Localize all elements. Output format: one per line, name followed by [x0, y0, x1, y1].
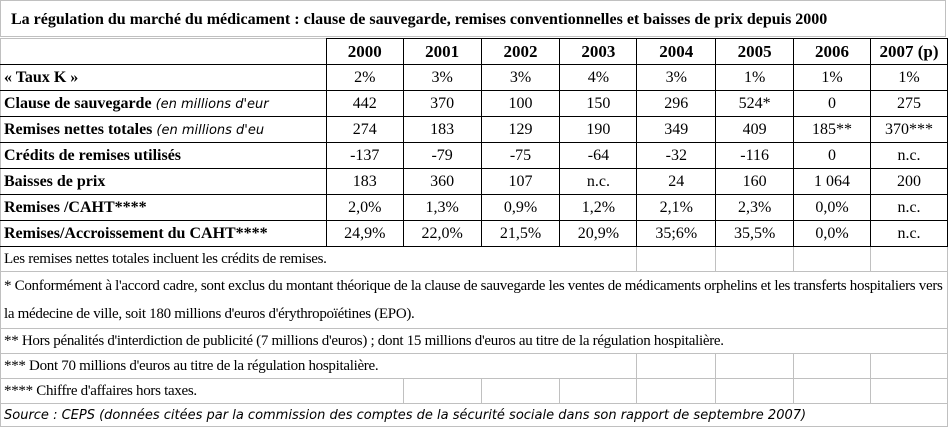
table-cell: -79 — [403, 143, 481, 169]
table-cell: 0 — [794, 143, 871, 169]
table-cell: 35,5% — [716, 221, 794, 247]
row-label — [1, 195, 327, 221]
table-row — [1, 221, 948, 247]
table-cell: 3% — [403, 65, 481, 91]
empty-cell — [870, 354, 947, 379]
empty-cell — [794, 379, 871, 404]
column-header-year: 2006 — [794, 39, 871, 65]
row-label — [1, 65, 327, 91]
table-cell: 0 — [794, 91, 871, 117]
table-cell: 4% — [560, 65, 637, 91]
regulation-table — [0, 38, 948, 427]
footnote-text: **** Chiffre d'affaires hors taxes. — [1, 379, 404, 404]
table-cell: 107 — [481, 169, 560, 195]
footnote-row — [1, 272, 948, 329]
table-cell: 349 — [637, 117, 716, 143]
table-cell: 1,3% — [403, 195, 481, 221]
table-cell: 190 — [560, 117, 637, 143]
table-cell: 3% — [637, 65, 716, 91]
table-cell: -137 — [326, 143, 403, 169]
table-cell: 2,0% — [326, 195, 403, 221]
header-row — [1, 39, 948, 65]
table-cell: 183 — [403, 117, 481, 143]
table-cell: -116 — [716, 143, 794, 169]
table-cell: 129 — [481, 117, 560, 143]
table-row — [1, 195, 948, 221]
table-cell: n.c. — [560, 169, 637, 195]
empty-cell — [637, 379, 716, 404]
empty-cell — [716, 354, 794, 379]
table-row — [1, 91, 948, 117]
table-cell: 274 — [326, 117, 403, 143]
table-cell: 21,5% — [481, 221, 560, 247]
table-row — [1, 169, 948, 195]
footnote-row — [1, 329, 948, 354]
table-cell: 296 — [637, 91, 716, 117]
table-cell: 0,0% — [794, 195, 871, 221]
empty-cell — [870, 379, 947, 404]
row-unit-text: (en millions d'eu — [156, 122, 265, 138]
source-note: Source : CEPS (données citées par la commission des comptes de la sécurité sociale dans son rapport de septembre 2007) — [1, 404, 948, 427]
table-cell: 0,0% — [794, 221, 871, 247]
table-cell: 442 — [326, 91, 403, 117]
empty-cell — [794, 354, 871, 379]
table-cell: 24,9% — [326, 221, 403, 247]
empty-cell — [481, 379, 560, 404]
table-cell: 1% — [794, 65, 871, 91]
table-cell: 20,9% — [560, 221, 637, 247]
column-header-year: 2001 — [403, 39, 481, 65]
table-cell: -64 — [560, 143, 637, 169]
footnote-row — [1, 354, 948, 379]
empty-cell — [716, 247, 794, 272]
empty-cell — [637, 354, 716, 379]
table-cell: 2,3% — [716, 195, 794, 221]
table-cell: 2,1% — [637, 195, 716, 221]
table-cell: -32 — [637, 143, 716, 169]
empty-cell — [716, 379, 794, 404]
row-unit-text: (en millions d'eur — [155, 96, 269, 112]
table-row — [1, 117, 948, 143]
table-cell: n.c. — [870, 143, 947, 169]
row-label-text: Crédits de remises utilisés — [4, 146, 182, 164]
footnote-row — [1, 247, 948, 272]
table-cell: 3% — [481, 65, 560, 91]
row-label — [1, 117, 327, 143]
source-row — [1, 404, 948, 427]
table-cell: 275 — [870, 91, 947, 117]
table-cell: 185** — [794, 117, 871, 143]
column-header-year: 2003 — [560, 39, 637, 65]
table-cell: 183 — [326, 169, 403, 195]
table-cell: 24 — [637, 169, 716, 195]
table-cell: 35;6% — [637, 221, 716, 247]
footnote-text: * Conformément à l'accord cadre, sont exclus du montant théorique de la clause de sauvegarde les ventes de médicaments orphelins et les transferts hospitaliers vers la médecine de ville, soit 180 millions d'euros d'érythropoïétines (EPO). — [1, 272, 948, 329]
table-cell: n.c. — [870, 221, 947, 247]
footnote-text: Les remises nettes totales incluent les crédits de remises. — [1, 247, 637, 272]
table-cell: 409 — [716, 117, 794, 143]
column-header-year: 2000 — [326, 39, 403, 65]
column-header-year: 2007 (p) — [870, 39, 947, 65]
table-cell: 360 — [403, 169, 481, 195]
row-label-text: Baisses de prix — [4, 172, 106, 190]
row-label-text: Clause de sauvegarde — [4, 94, 156, 112]
row-label — [1, 169, 327, 195]
table-cell: 1% — [870, 65, 947, 91]
table-row — [1, 143, 948, 169]
table-cell: -75 — [481, 143, 560, 169]
empty-cell — [870, 247, 947, 272]
column-header-year: 2005 — [716, 39, 794, 65]
header-blank-cell — [1, 39, 327, 65]
table-cell: 1% — [716, 65, 794, 91]
table-cell: 1 064 — [794, 169, 871, 195]
row-label-text: Remises /CAHT**** — [4, 198, 147, 216]
table-cell: 200 — [870, 169, 947, 195]
table-cell: 2% — [326, 65, 403, 91]
table-cell: 100 — [481, 91, 560, 117]
table-cell: 0,9% — [481, 195, 560, 221]
table-row — [1, 65, 948, 91]
row-label-text: Remises/Accroissement du CAHT**** — [4, 224, 268, 242]
row-label — [1, 143, 327, 169]
empty-cell — [560, 379, 637, 404]
table-cell: 160 — [716, 169, 794, 195]
table-cell: 370 — [403, 91, 481, 117]
table-cell: 370*** — [870, 117, 947, 143]
row-label — [1, 91, 327, 117]
table-cell: 150 — [560, 91, 637, 117]
footnote-text: *** Dont 70 millions d'euros au titre de la régulation hospitalière. — [1, 354, 637, 379]
column-header-year: 2004 — [637, 39, 716, 65]
table-cell: 1,2% — [560, 195, 637, 221]
footnote-row — [1, 379, 948, 404]
table-cell: 524* — [716, 91, 794, 117]
table-cell: n.c. — [870, 195, 947, 221]
table-cell: 22,0% — [403, 221, 481, 247]
empty-cell — [637, 247, 716, 272]
row-label — [1, 221, 327, 247]
column-header-year: 2002 — [481, 39, 560, 65]
footnote-text: ** Hors pénalités d'interdiction de publicité (7 millions d'euros) ; dont 15 millions d'euros au titre de la régulation hospitalière. — [1, 329, 948, 354]
empty-cell — [403, 379, 481, 404]
row-label-text: « Taux K » — [4, 68, 79, 86]
table-title: La régulation du marché du médicament : clause de sauvegarde, remises conventionnelles et baisses de prix depuis 2000 — [0, 0, 946, 37]
row-label-text: Remises nettes totales — [4, 120, 157, 138]
empty-cell — [794, 247, 871, 272]
